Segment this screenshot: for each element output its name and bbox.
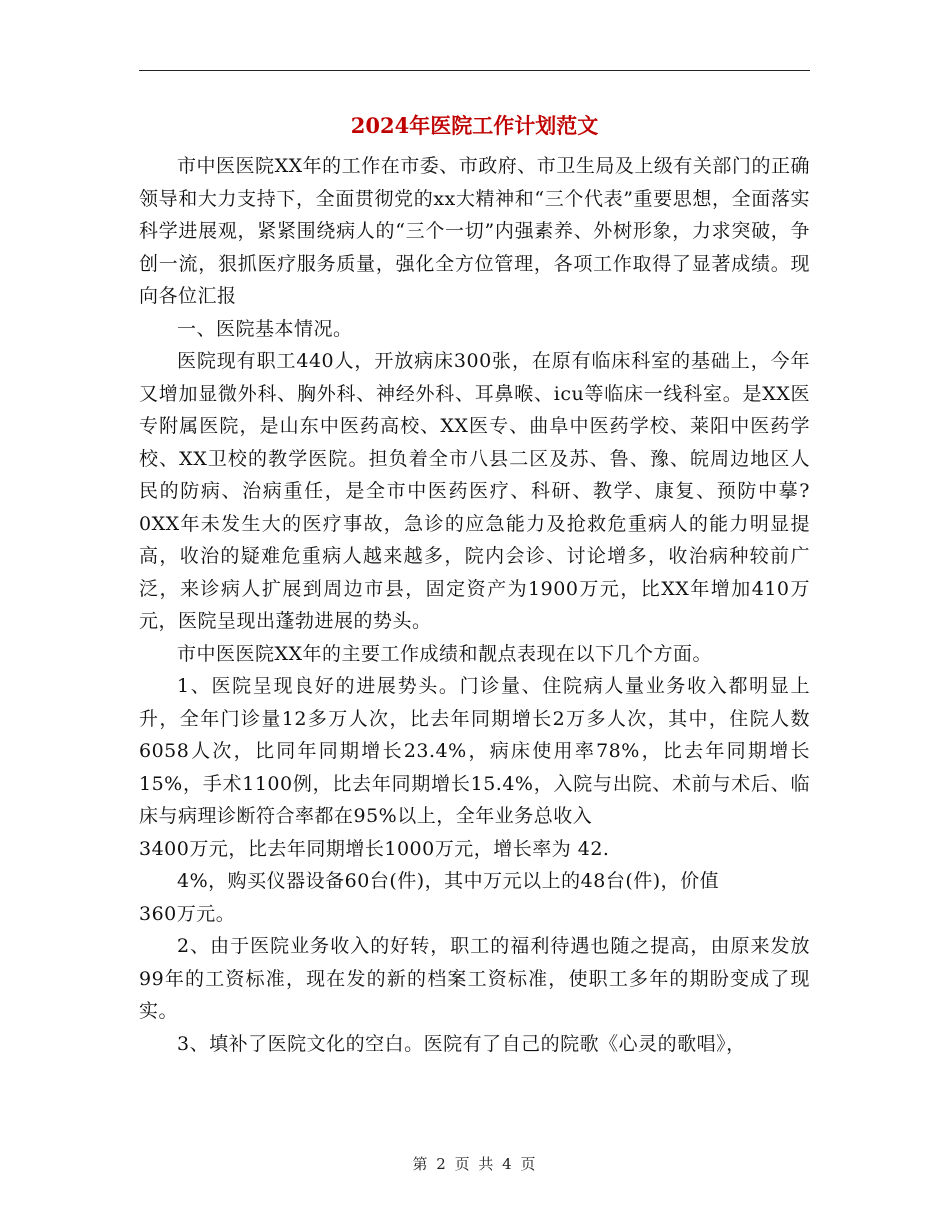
document-body	[139, 150, 810, 1060]
paragraph-item-1-continued: 3400万元，比去年同期增长1000万元，增长率为 42.	[139, 837, 610, 860]
paragraph-item-1-value: 360万元。	[139, 902, 236, 925]
paragraph-achievements-intro: 市中医医院XX年的主要工作成绩和靓点表现在以下几个方面。	[177, 642, 713, 665]
section-heading-basic-info: 一、医院基本情况。	[177, 317, 353, 340]
paragraph-item-1: 1、医院呈现良好的进展势头。门诊量、住院病人量业务收入都明显上升，全年门诊量12多万人次，比去年同期增长2万多人次，其中，住院人数6058人次，比同年同期增长23.4%，病床使用率78%，比去年同期增长15%，手术1100例，比去年同期增长15.4%，入院与出院、术前与术后、临床与病理诊断符合率都在95%以上，全年业务总收入	[139, 675, 810, 827]
page-number: 第 2 页 共 4 页	[412, 1155, 538, 1173]
paragraph-item-3: 3、填补了医院文化的空白。医院有了自己的院歌《心灵的歌唱》，	[177, 1032, 746, 1055]
paragraph-item-1-equipment: 4%，购买仪器设备60台(件)，其中万元以上的48台(件)，价值	[177, 870, 720, 892]
paragraph-intro: 市中医医院XX年的工作在市委、市政府、市卫生局及上级有关部门的正确领导和大力支持下，全面贯彻党的xx大精神和“三个代表”重要思想，全面落实科学进展观，紧紧围绕病人的“三个一切”内强素养、外树形象，力求突破，争创一流，狠抓医疗服务质量，强化全方位管理，各项工作取得了显著成绩。现向各位汇报	[139, 155, 810, 307]
header-rule	[139, 70, 810, 71]
paragraph-item-2: 2、由于医院业务收入的好转，职工的福利待遇也随之提高，由原来发放99年的工资标准，现在发的新的档案工资标准，使职工多年的期盼变成了现实。	[139, 935, 810, 1022]
paragraph-basic-info: 医院现有职工440人，开放病床300张，在原有临床科室的基础上，今年又增加显微外科、胸外科、神经外科、耳鼻喉、icu等临床一线科室。是XX医专附属医院，是山东中医药高校、XX医专、曲阜中医药学校、莱阳中医药学校、XX卫校的教学医院。担负着全市八县二区及苏、鲁、豫、皖周边地区人民的防病、治病重任，是全市中医药医疗、科研、教学、康复、预防中摹?0XX年未发生大的医疗事故，急诊的应急能力及抢救危重病人的能力明显提高，收治的疑难危重病人越来越多，院内会诊、讨论增多，收治病种较前广泛，来诊病人扩展到周边市县，固定资产为1900万元，比XX年增加410万元，医院呈现出蓬勃进展的势头。	[139, 350, 810, 632]
document-title: 2024年医院工作计划范文	[350, 113, 599, 138]
